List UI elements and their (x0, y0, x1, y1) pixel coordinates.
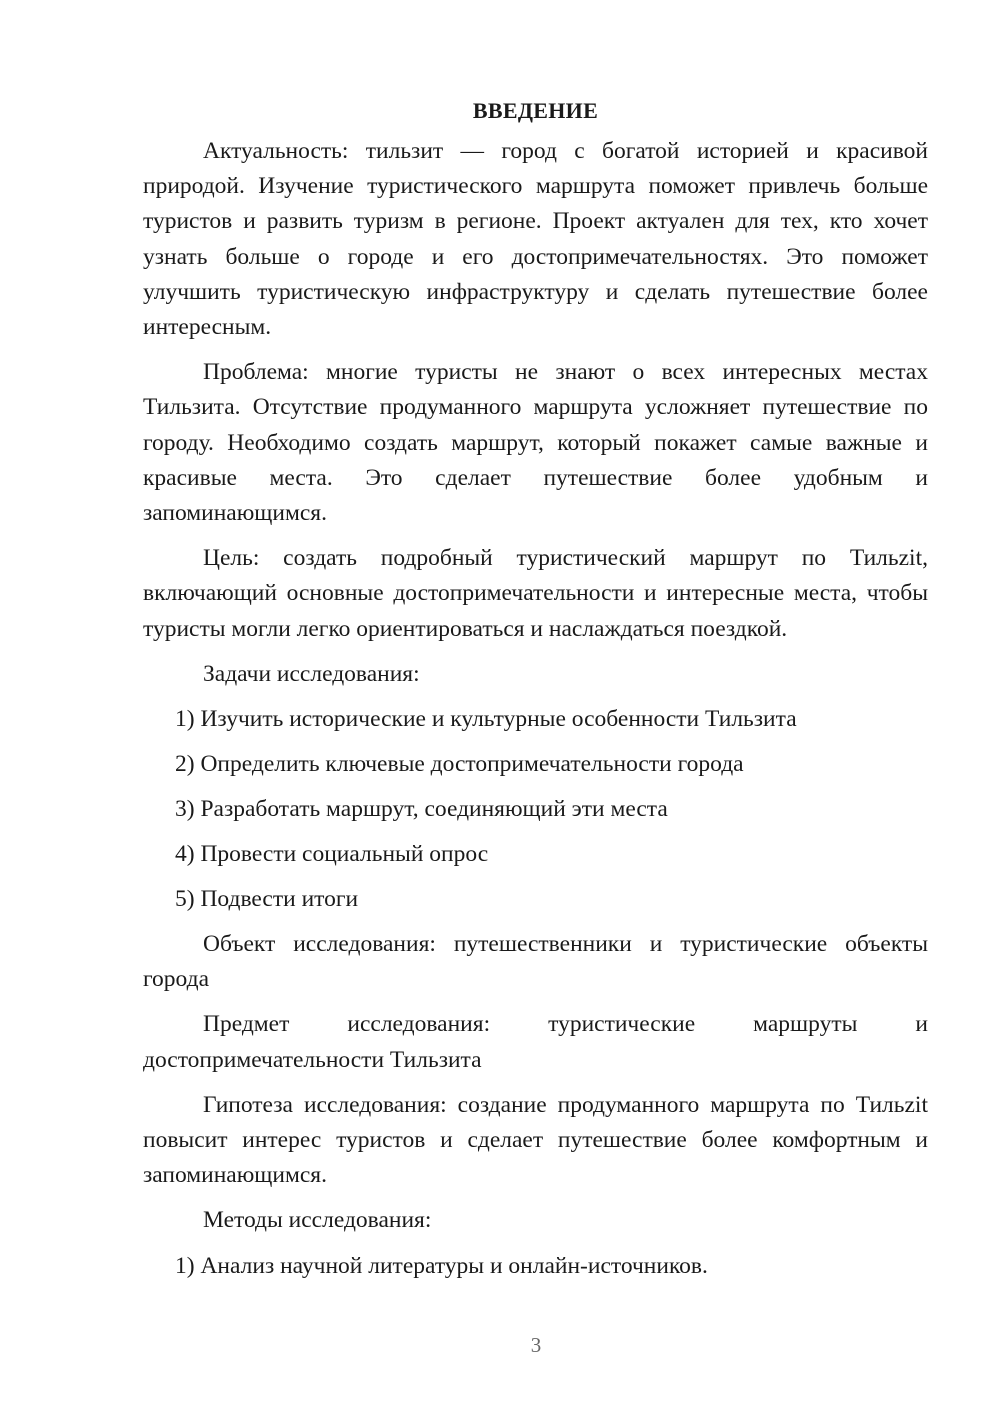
list-item: 4) Провести социальный опрос (175, 841, 489, 868)
list-item: 1) Анализ научной литературы и онлайн-источников. (175, 1252, 708, 1279)
relevance-paragraph: Актуальность: тильзит — город с богатой историей и красивой природой. Изучение туристического маршрута поможет привлечь больше туристов и развить туризм в регионе. Проект актуален для тех, кто хочет узнать больше о городе и его достопримечательностях. Это поможет улучшить туристическую инфраструктуру и сделать путешествие более интересным. (143, 138, 928, 341)
section-title: ВВЕДЕНИЕ (472, 98, 599, 123)
list-item: 5) Подвести итоги (175, 886, 359, 913)
problem-paragraph: Проблема: многие туристы не знают о всех интересных местах Тильзита. Отсутствие продуманного маршрута усложняет путешествие по городу. Необходимо создать маршрут, который покажет самые важные и красивые места. Это сделает путешествие более удобным и запоминающимся. (143, 359, 928, 527)
hypothesis-paragraph: Гипотеза исследования: создание продуманного маршрута по Тильzit повысит интерес туристов и сделает путешествие более комфортным и запоминающимся. (143, 1091, 928, 1189)
tasks-heading: Задачи исследования: (203, 660, 420, 687)
page-content (143, 93, 928, 1294)
subject-paragraph: Предмет исследования: туристические маршруты и достопримечательности Тильзита (143, 1011, 928, 1073)
list-item: 2) Определить ключевые достопримечательности города (175, 751, 744, 778)
list-item: 1) Изучить исторические и культурные особенности Тильзита (175, 706, 797, 733)
goal-paragraph: Цель: создать подробный туристический маршрут по Тильzit, включающий основные достопримечательности и интересные места, чтобы туристы могли легко ориентироваться и наслаждаться поездкой. (143, 545, 928, 642)
page-number: 3 (530, 1333, 542, 1357)
list-item: 3) Разработать маршрут, соединяющий эти места (175, 796, 668, 823)
object-paragraph: Объект исследования: путешественники и туристические объекты города (143, 931, 928, 993)
methods-heading: Методы исследования: (203, 1207, 432, 1234)
